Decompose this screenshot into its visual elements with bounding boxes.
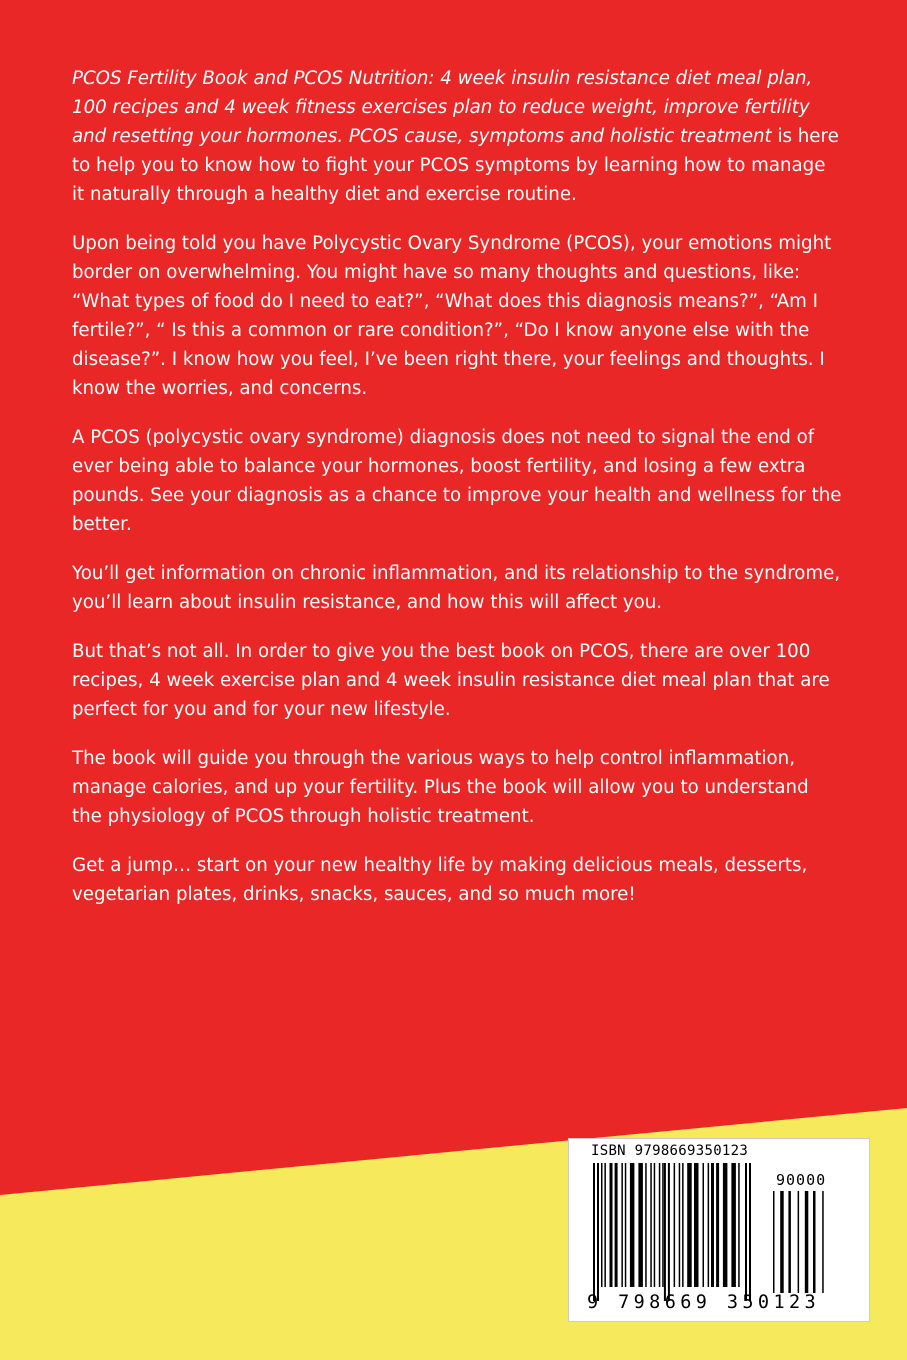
paragraph-diagnosis-feelings: Upon being told you have Polycystic Ovary Syndrome (PCOS), your emotions might border on overwhelming. You might have so many thoughts and questions, like: “What types of food do I need to eat?”, “What does this diagnosis means?”, “Am I fertile?”, “ Is this a common or rare condition?”, “Do I know anyone else with the disease?”. I know how you feel, I’ve been right there, your feelings and thoughts. I know the worries, and concerns.	[72, 233, 832, 399]
barcode-bar	[659, 1163, 661, 1287]
barcode-bar	[703, 1163, 705, 1287]
isbn-barcode-box	[568, 1138, 870, 1322]
barcode-bar	[615, 1163, 618, 1287]
paragraph-inflammation: You’ll get information on chronic inflammation, and its relationship to the syndrome, you’ll learn about insulin resistance, and how this will affect you.	[72, 563, 841, 613]
barcode-bar	[674, 1163, 676, 1287]
barcode-bar	[597, 1163, 599, 1301]
barcode-bar	[708, 1163, 710, 1287]
lead-title: PCOS Fertility Book and PCOS Nutrition: 4 week insulin resistance diet meal plan, 100 recipes and 4 week fitness exercises plan to reduce weight, improve fertility and resetting your hormones. PCOS cause, symptoms and holistic treatment	[72, 68, 813, 147]
barcode-bar	[679, 1163, 681, 1287]
barcode-bar	[630, 1163, 635, 1287]
barcode-bar	[798, 1191, 800, 1293]
barcode-bar	[601, 1163, 603, 1287]
description-text	[72, 64, 842, 929]
lead-rest: is here to help you to know how to fight your PCOS symptoms by learning how to manage it naturally through a healthy diet and exercise routine.	[72, 126, 839, 205]
barcode-bar	[604, 1163, 606, 1287]
barcode-bar	[738, 1163, 740, 1287]
barcode-bar	[664, 1163, 666, 1301]
barcode-bar	[745, 1163, 747, 1301]
barcode-bar	[650, 1163, 652, 1287]
paragraph-diagnosis-chance: A PCOS (polycystic ovary syndrome) diagnosis does not need to signal the end of ever being able to balance your hormones, boost fertility, and losing a few extra pounds. See your diagnosis as a chance to improve your health and wellness for the better.	[72, 427, 842, 535]
price-code: 90000	[776, 1171, 827, 1189]
barcode-bar	[645, 1163, 647, 1287]
barcode-bar	[788, 1191, 791, 1293]
paragraph-guide: The book will guide you through the various ways to help control inflammation, manage calories, and up your fertility. Plus the book will allow you to understand the physiology of PCOS through holistic treatment.	[72, 748, 809, 827]
barcode-bar	[813, 1191, 816, 1293]
barcode-bar	[654, 1163, 656, 1287]
lead-paragraph	[72, 64, 842, 209]
barcode-bar	[723, 1163, 728, 1287]
barcode-bar	[625, 1163, 627, 1287]
barcode-bar	[668, 1163, 670, 1301]
barcode-bar	[716, 1163, 719, 1287]
barcode-bar	[662, 1163, 664, 1287]
barcode-bar	[822, 1191, 824, 1293]
barcode-bar	[687, 1163, 692, 1287]
barcode-bar	[773, 1191, 775, 1293]
paragraph-recipes: But that’s not all. In order to give you the best book on PCOS, there are over 100 recipes, 4 week exercise plan and 4 week insulin resistance diet meal plan that are perfect for you and for your new lifestyle.	[72, 641, 830, 720]
barcode-bar	[749, 1163, 751, 1301]
isbn-digits: 9 798669 350123	[587, 1292, 821, 1313]
isbn-label: ISBN 9798669350123	[591, 1143, 749, 1159]
barcode-bar	[711, 1163, 714, 1287]
barcode-bar	[638, 1163, 643, 1287]
barcode-bar	[621, 1163, 623, 1287]
barcode-bar	[805, 1191, 809, 1293]
barcode-bar	[593, 1163, 595, 1301]
barcode-bar	[610, 1163, 613, 1287]
barcode-bar	[731, 1163, 736, 1287]
barcode-bar	[780, 1191, 784, 1293]
barcode-bar	[682, 1163, 684, 1287]
barcode-bar	[694, 1163, 699, 1287]
paragraph-get-a-jump: Get a jump… start on your new healthy life by making delicious meals, desserts, vegetarian plates, drinks, snacks, sauces, and so much more!	[72, 855, 808, 905]
